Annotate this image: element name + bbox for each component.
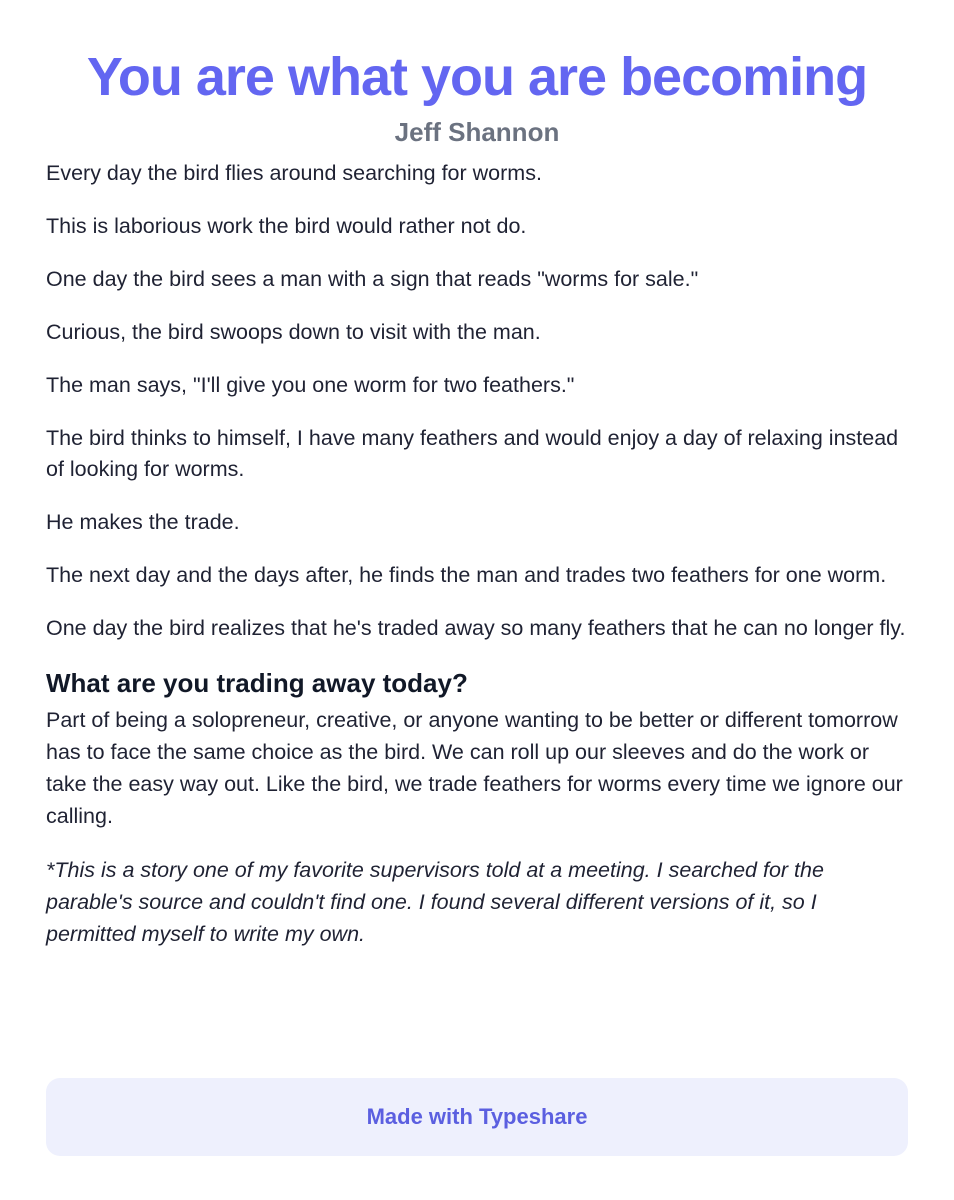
- story-body: [46, 158, 908, 644]
- page-title: You are what you are becoming: [86, 47, 868, 107]
- story-paragraph: Curious, the bird swoops down to visit with the man.: [46, 320, 541, 344]
- section-heading: What are you trading away today?: [46, 668, 468, 698]
- story-paragraph: One day the bird sees a man with a sign that reads "worms for sale.": [46, 267, 699, 291]
- story-paragraph: The next day and the days after, he finds the man and trades two feathers for one worm.: [46, 563, 887, 587]
- story-paragraph: One day the bird realizes that he's traded away so many feathers that he can no longer fly.: [46, 616, 906, 640]
- story-paragraph: Every day the bird flies around searching for worms.: [46, 161, 542, 185]
- made-with-typeshare-link[interactable]: Made with Typeshare: [46, 1078, 908, 1156]
- story-paragraph: This is laborious work the bird would rather not do.: [46, 214, 527, 238]
- section-body: Part of being a solopreneur, creative, or anyone wanting to be better or different tomorrow has to face the same choice as the bird. We can roll up our sleeves and do the work or take the easy way out. Like the bird, we trade feathers for worms every time we ignore our calling.: [46, 708, 903, 828]
- footnote: *This is a story one of my favorite supervisors told at a meeting. I searched for the parable's source and couldn't find one. I found several different versions of it, so I permitted myself to write my own.: [46, 858, 824, 946]
- story-paragraph: The bird thinks to himself, I have many feathers and would enjoy a day of relaxing instead of looking for worms.: [46, 426, 899, 481]
- story-paragraph: The man says, "I'll give you one worm for two feathers.": [46, 373, 575, 397]
- author-name: Jeff Shannon: [394, 117, 560, 147]
- story-paragraph: He makes the trade.: [46, 510, 240, 534]
